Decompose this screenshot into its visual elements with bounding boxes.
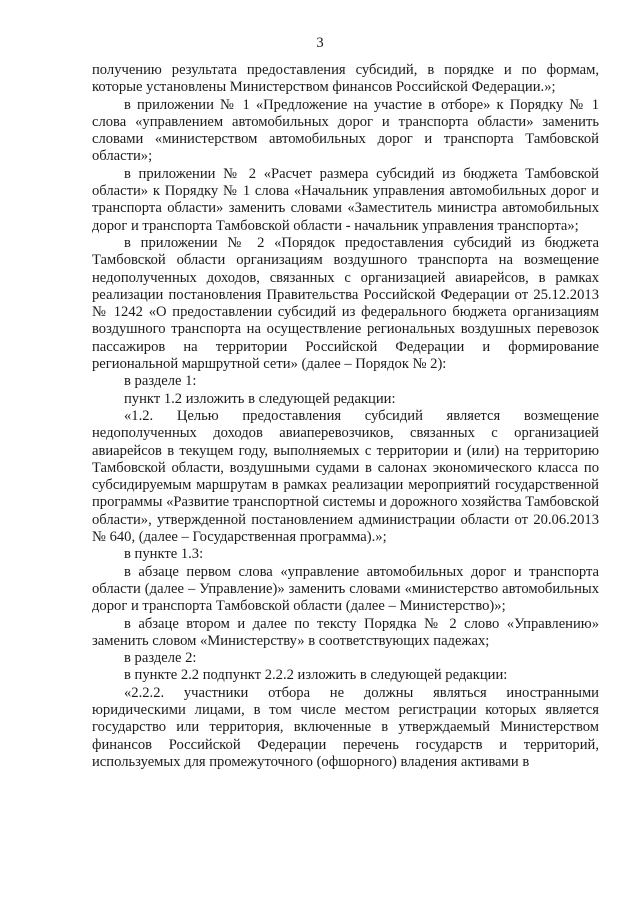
paragraph-item-1-3: в пункте 1.3: bbox=[124, 546, 204, 563]
paragraph-item-1-2: «1.2. Целью предоставления субсидий является возмещение недополученных доходов авиаперевозчиков, связанных с организацией авиарейсов в текущем году, выполняемых с территории и (или) на территорию Тамбовской области, воздушными судами в салонах экономического класса по субсидируемым маршрутам в рамках реализации мероприятий государственной программы «Развитие транспортной системы и дорожного хозяйства Тамбовской области», утвержденной постановлением администрации области от 20.06.2013 № 640, (далее – Государственная программа).»; bbox=[92, 407, 599, 546]
paragraph-appendix-1: в приложении № 1 «Предложение на участие в отборе» к Порядку № 1 слова «управлением автомобильных дорог и транспорта области» заменить словами «министерством автомобильных дорог и транспорта Тамбовской области»; bbox=[92, 96, 599, 165]
document-body bbox=[92, 62, 599, 771]
paragraph-section-2: в разделе 2: bbox=[124, 650, 197, 667]
paragraph-first-clause: в абзаце первом слова «управление автомобильных дорог и транспорта области (далее – Управление)» заменить словами «министерство автомобильных дорог и транспорта Тамбовской области (далее – Министерство)»; bbox=[92, 563, 599, 615]
paragraph-item-2-2-2: «2.2.2. участники отбора не должны являться иностранными юридическими лицами, в том числе местом регистрации которых является государство или территория, включенные в утверждаемый Министерством финансов Российской Федерации перечень государств и территорий, используемых для промежуточного (офшорного) владения активами в bbox=[92, 684, 599, 770]
paragraph-item-2-2: в пункте 2.2 подпункт 2.2.2 изложить в следующей редакции: bbox=[124, 667, 508, 684]
paragraph-item-1-2-intro: пункт 1.2 изложить в следующей редакции: bbox=[124, 390, 396, 407]
page-number: 3 bbox=[316, 35, 324, 51]
paragraph-section-1: в разделе 1: bbox=[124, 373, 197, 390]
paragraph-appendix-2-order: в приложении № 2 «Порядок предоставления субсидий из бюджета Тамбовской области организациям воздушного транспорта на возмещение недополученных доходов, связанных с организацией авиарейсов, в рамках реализации постановления Правительства Российской Федерации от 25.12.2013 № 1242 «О предоставлении субсидий из федерального бюджета организациям воздушного транспорта на осуществление региональных воздушных перевозок пассажиров на территории Российской Федерации и формирование региональной маршрутной сети» (далее – Порядок № 2): bbox=[92, 234, 599, 373]
paragraph-continuation: получению результата предоставления субсидий, в порядке и по формам, которые установлены Министерством финансов Российской Федерации.»; bbox=[92, 62, 599, 96]
paragraph-second-clause: в абзаце втором и далее по тексту Порядка № 2 слово «Управлению» заменить словом «Министерству» в соответствующих падежах; bbox=[92, 615, 599, 649]
paragraph-appendix-2-calc: в приложении № 2 «Расчет размера субсидий из бюджета Тамбовской области» к Порядку № 1 слова «Начальник управления автомобильных дорог и транспорта области» заменить словами «Заместитель министра автомобильных дорог и транспорта Тамбовской области - начальник управления транспорта»; bbox=[92, 165, 599, 234]
